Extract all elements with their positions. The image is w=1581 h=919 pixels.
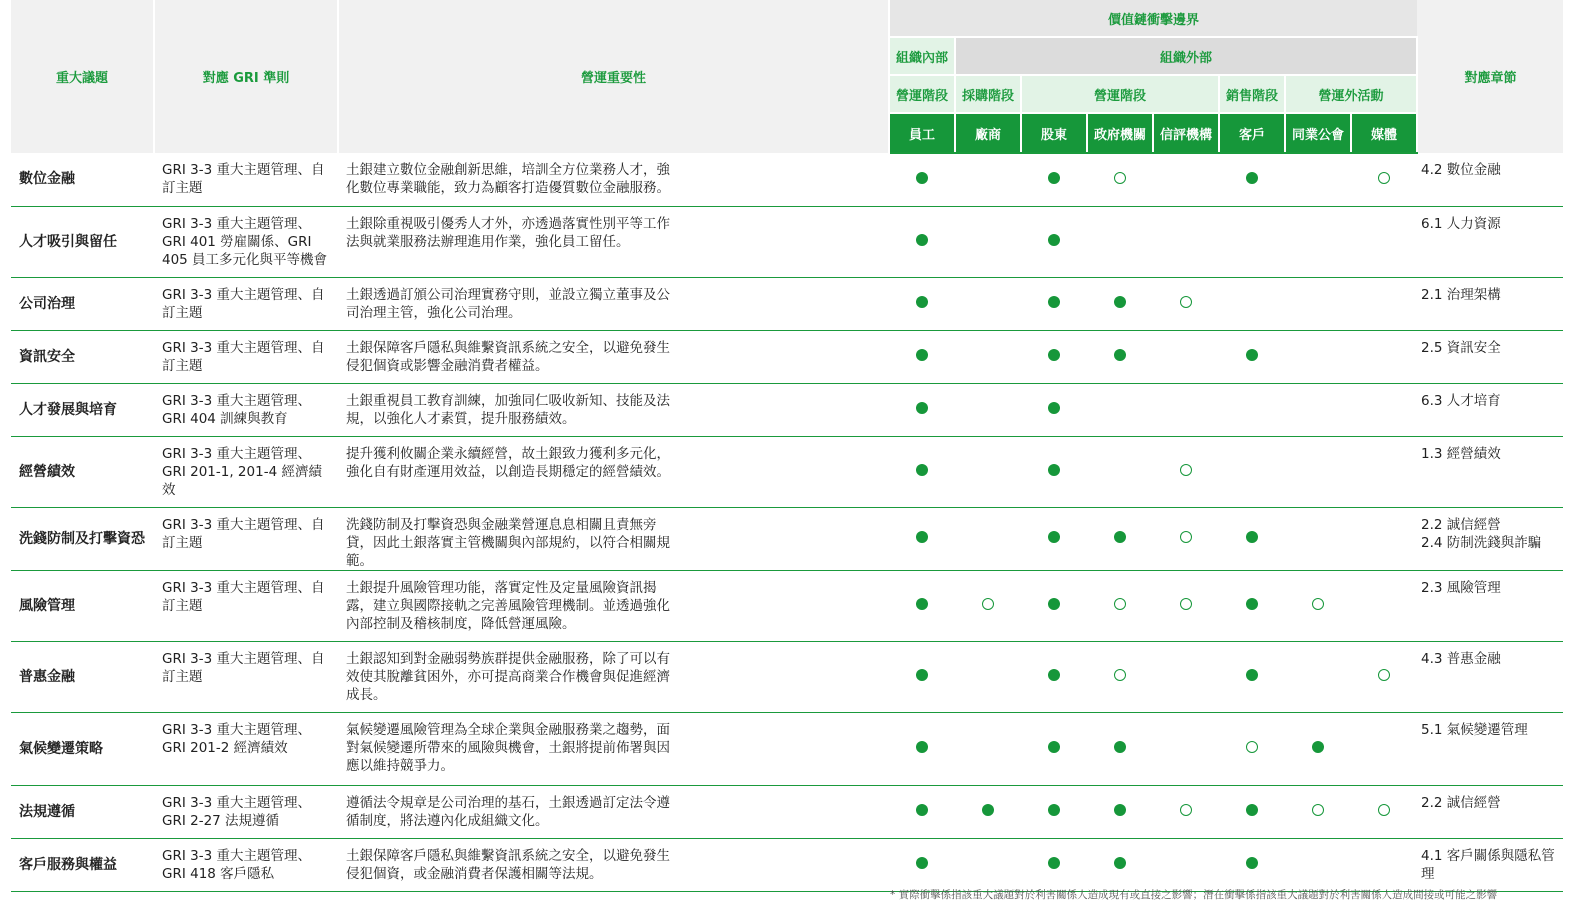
row-importance: 提升獲利攸關企業永續經營，故土銀致力獲利多元化，強化自有財產運用效益，以創造長期穩定的經營績效。 [338,436,889,507]
actual-impact-dot [1048,172,1060,184]
row-gri: GRI 3-3 重大主題管理、GRI 404 訓練與教育 [154,383,338,436]
row-mark-cell [1153,838,1219,891]
materiality-table-wrapper [11,0,1563,892]
row-gri: GRI 3-3 重大主題管理、GRI 2-27 法規遵循 [154,785,338,838]
row-importance: 土銀透過訂頒公司治理實務守則，並設立獨立董事及公司治理主管，強化公司治理。 [338,277,889,330]
row-mark-cell [1087,153,1153,206]
table-row [11,641,1563,712]
table-row [11,206,1563,277]
row-mark-cell [955,641,1021,712]
row-mark-cell [1351,277,1417,330]
row-chapter [1417,153,1563,206]
chapter-reference: 6.1 人力資源 [1421,215,1501,232]
row-mark-cell [889,641,955,712]
row-mark-cell [1219,277,1285,330]
row-mark-cell [889,383,955,436]
potential-impact-circle [1114,669,1126,681]
table-row [11,153,1563,206]
actual-impact-dot [1048,741,1060,753]
row-mark-cell [1351,641,1417,712]
header-stakeholder-vendor: 廠商 [955,113,1021,153]
potential-impact-circle [1180,296,1192,308]
row-mark-cell [1285,838,1351,891]
potential-impact-circle [1180,804,1192,816]
actual-impact-dot [1048,857,1060,869]
row-importance: 土銀除重視吸引優秀人才外，亦透過落實性別平等工作法與就業服務法辦理進用作業，強化員工留任。 [338,206,889,277]
row-mark-cell [1219,570,1285,641]
row-mark-cell [889,712,955,785]
row-gri: GRI 3-3 重大主題管理、自訂主題 [154,641,338,712]
row-mark-cell [1351,785,1417,838]
row-mark-cell [1351,570,1417,641]
header-chapter: 對應章節 [1417,0,1563,153]
actual-impact-dot [916,598,928,610]
row-chapter [1417,712,1563,785]
potential-impact-circle [1378,804,1390,816]
row-topic: 資訊安全 [11,330,154,383]
row-mark-cell [1285,153,1351,206]
row-chapter [1417,570,1563,641]
row-importance: 氣候變遷風險管理為全球企業與金融服務業之趨勢，面對氣候變遷所帶來的風險與機會，土銀將提前佈署與因應以維持競爭力。 [338,712,889,785]
row-gri: GRI 3-3 重大主題管理、自訂主題 [154,330,338,383]
materiality-table [11,0,1563,892]
row-importance: 遵循法令規章是公司治理的基石，土銀透過訂定法令遵循制度，將法遵內化成組織文化。 [338,785,889,838]
row-mark-cell [1021,153,1087,206]
footnote: * 實際衝擊係指該重大議題對於利害關係人造成現有或直接之影響；潛在衝擊係指該重大議題對於利害關係人造成間接或可能之影響 [890,889,1498,901]
chapter-reference: 2.2 誠信經營 [1421,794,1501,811]
row-mark-cell [1087,277,1153,330]
chapter-reference: 2.1 治理架構 [1421,286,1501,303]
header-stakeholder-rating-agency: 信評機構 [1153,113,1219,153]
potential-impact-circle [1180,598,1192,610]
row-importance: 洗錢防制及打擊資恐與金融業營運息息相關且責無旁貸，因此土銀落實主管機關與內部規約，以符合相關規範。 [338,507,889,570]
row-mark-cell [1153,712,1219,785]
actual-impact-dot [1048,234,1060,246]
row-topic: 法規遵循 [11,785,154,838]
row-topic: 數位金融 [11,153,154,206]
row-gri: GRI 3-3 重大主題管理、GRI 201-2 經濟績效 [154,712,338,785]
row-mark-cell [889,277,955,330]
row-gri: GRI 3-3 重大主題管理、GRI 401 勞雇關係、GRI 405 員工多元化與平等機會 [154,206,338,277]
chapter-reference: 5.1 氣候變遷管理 [1421,721,1528,738]
actual-impact-dot [1048,669,1060,681]
row-mark-cell [1219,785,1285,838]
row-topic: 人才發展與培育 [11,383,154,436]
row-importance: 土銀建立數位金融創新思維，培訓全方位業務人才，強化數位專業職能，致力為顧客打造優質數位金融服務。 [338,153,889,206]
row-mark-cell [1351,507,1417,570]
table-row [11,838,1563,891]
potential-impact-circle [1114,172,1126,184]
row-mark-cell [1351,436,1417,507]
header-stakeholder-customer: 客戶 [1219,113,1285,153]
actual-impact-dot [1114,296,1126,308]
row-mark-cell [1285,383,1351,436]
header-stage-operation: 營運階段 [1021,75,1219,113]
row-mark-cell [1153,570,1219,641]
header-stage-procurement: 採購階段 [955,75,1021,113]
table-row [11,436,1563,507]
chapter-reference: 2.5 資訊安全 [1421,339,1501,356]
actual-impact-dot [1312,741,1324,753]
row-mark-cell [889,570,955,641]
row-mark-cell [1087,507,1153,570]
row-mark-cell [1021,507,1087,570]
row-mark-cell [1219,330,1285,383]
row-mark-cell [1219,641,1285,712]
row-mark-cell [889,838,955,891]
row-mark-cell [955,712,1021,785]
row-mark-cell [1351,838,1417,891]
row-mark-cell [889,153,955,206]
row-mark-cell [1087,570,1153,641]
potential-impact-circle [1246,741,1258,753]
row-importance: 土銀重視員工教育訓練，加強同仁吸收新知、技能及法規，以強化人才素質，提升服務績效。 [338,383,889,436]
row-mark-cell [1021,383,1087,436]
row-mark-cell [1087,383,1153,436]
actual-impact-dot [916,402,928,414]
header-external: 組織外部 [955,37,1417,75]
header-stage-sales: 銷售階段 [1219,75,1285,113]
potential-impact-circle [982,598,994,610]
row-mark-cell [1219,383,1285,436]
row-importance: 土銀提升風險管理功能，落實定性及定量風險資訊揭露，建立與國際接軌之完善風險管理機制。並透過強化內部控制及稽核制度，降低營運風險。 [338,570,889,641]
row-mark-cell [1285,785,1351,838]
chapter-reference: 1.3 經營績效 [1421,445,1501,462]
row-topic: 公司治理 [11,277,154,330]
chapter-reference: 6.3 人才培育 [1421,392,1501,409]
actual-impact-dot [916,669,928,681]
actual-impact-dot [1246,804,1258,816]
row-mark-cell [1351,330,1417,383]
row-mark-cell [955,277,1021,330]
row-mark-cell [1087,330,1153,383]
table-body [11,153,1563,891]
actual-impact-dot [916,349,928,361]
actual-impact-dot [1114,349,1126,361]
row-mark-cell [1153,383,1219,436]
actual-impact-dot [982,804,994,816]
row-mark-cell [1351,206,1417,277]
row-mark-cell [1021,206,1087,277]
row-mark-cell [1351,153,1417,206]
row-mark-cell [889,507,955,570]
row-mark-cell [1153,507,1219,570]
row-topic: 客戶服務與權益 [11,838,154,891]
row-mark-cell [955,838,1021,891]
actual-impact-dot [1048,349,1060,361]
header-stage-outside: 營運外活動 [1285,75,1417,113]
row-mark-cell [1285,436,1351,507]
header-stage-operation-internal: 營運階段 [889,75,955,113]
row-gri: GRI 3-3 重大主題管理、自訂主題 [154,507,338,570]
header-stakeholder-shareholder: 股東 [1021,113,1087,153]
header-stakeholder-government: 政府機關 [1087,113,1153,153]
actual-impact-dot [1246,531,1258,543]
row-mark-cell [889,330,955,383]
row-mark-cell [889,785,955,838]
row-chapter [1417,436,1563,507]
row-mark-cell [1285,641,1351,712]
row-mark-cell [1021,641,1087,712]
row-mark-cell [1087,712,1153,785]
row-mark-cell [1285,507,1351,570]
row-mark-cell [1021,277,1087,330]
row-mark-cell [955,507,1021,570]
row-mark-cell [1351,383,1417,436]
row-chapter [1417,785,1563,838]
actual-impact-dot [1048,598,1060,610]
header-stakeholder-employee: 員工 [889,113,955,153]
row-mark-cell [955,153,1021,206]
row-mark-cell [1153,436,1219,507]
row-mark-cell [1021,785,1087,838]
actual-impact-dot [1114,804,1126,816]
row-mark-cell [1021,712,1087,785]
chapter-reference: 4.1 客戶關係與隱私管理 [1421,847,1555,882]
actual-impact-dot [1048,531,1060,543]
actual-impact-dot [1246,669,1258,681]
row-mark-cell [1021,330,1087,383]
actual-impact-dot [916,234,928,246]
row-chapter [1417,383,1563,436]
row-mark-cell [1087,206,1153,277]
chapter-reference: 2.4 防制洗錢與詐騙 [1421,534,1542,551]
row-importance: 土銀保障客戶隱私與維繫資訊系統之安全，以避免發生侵犯個資，或金融消費者保護相關等法規。 [338,838,889,891]
actual-impact-dot [1246,598,1258,610]
actual-impact-dot [916,857,928,869]
potential-impact-circle [1114,598,1126,610]
row-mark-cell [1219,153,1285,206]
row-mark-cell [1285,570,1351,641]
row-topic: 洗錢防制及打擊資恐 [11,507,154,570]
row-mark-cell [955,206,1021,277]
row-chapter [1417,206,1563,277]
row-mark-cell [1087,641,1153,712]
row-topic: 普惠金融 [11,641,154,712]
actual-impact-dot [1246,172,1258,184]
actual-impact-dot [1048,296,1060,308]
actual-impact-dot [1246,857,1258,869]
row-topic: 人才吸引與留任 [11,206,154,277]
row-mark-cell [955,570,1021,641]
chapter-reference: 4.3 普惠金融 [1421,650,1501,667]
row-mark-cell [1219,507,1285,570]
row-gri: GRI 3-3 重大主題管理、自訂主題 [154,153,338,206]
row-mark-cell [1219,712,1285,785]
actual-impact-dot [1048,402,1060,414]
potential-impact-circle [1312,598,1324,610]
actual-impact-dot [1114,857,1126,869]
actual-impact-dot [916,172,928,184]
row-mark-cell [1285,277,1351,330]
table-row [11,570,1563,641]
row-mark-cell [1021,838,1087,891]
table-row [11,785,1563,838]
row-importance: 土銀保障客戶隱私與維繫資訊系統之安全，以避免發生侵犯個資或影響金融消費者權益。 [338,330,889,383]
header-stakeholder-association: 同業公會 [1285,113,1351,153]
actual-impact-dot [1114,741,1126,753]
row-mark-cell [1153,330,1219,383]
potential-impact-circle [1180,531,1192,543]
row-mark-cell [1087,785,1153,838]
row-mark-cell [889,206,955,277]
row-chapter [1417,507,1563,570]
actual-impact-dot [916,531,928,543]
row-mark-cell [1285,206,1351,277]
potential-impact-circle [1312,804,1324,816]
row-chapter [1417,330,1563,383]
table-row [11,383,1563,436]
row-mark-cell [1219,206,1285,277]
header-stakeholder-media: 媒體 [1351,113,1417,153]
header-value-chain: 價值鏈衝擊邊界 [889,0,1417,37]
row-mark-cell [955,436,1021,507]
row-mark-cell [1153,277,1219,330]
actual-impact-dot [916,296,928,308]
row-mark-cell [1021,570,1087,641]
row-gri: GRI 3-3 重大主題管理、自訂主題 [154,277,338,330]
row-gri: GRI 3-3 重大主題管理、GRI 418 客戶隱私 [154,838,338,891]
row-mark-cell [1219,838,1285,891]
actual-impact-dot [916,804,928,816]
row-gri: GRI 3-3 重大主題管理、GRI 201-1, 201-4 經濟績效 [154,436,338,507]
chapter-reference: 2.2 誠信經營 [1421,516,1501,533]
row-importance: 土銀認知到對金融弱勢族群提供金融服務，除了可以有效使其脫離貧困外，亦可提高商業合作機會與促進經濟成長。 [338,641,889,712]
row-mark-cell [889,436,955,507]
potential-impact-circle [1378,669,1390,681]
row-topic: 氣候變遷策略 [11,712,154,785]
row-mark-cell [955,785,1021,838]
row-mark-cell [1153,641,1219,712]
actual-impact-dot [1246,349,1258,361]
row-mark-cell [1153,785,1219,838]
row-mark-cell [955,330,1021,383]
row-mark-cell [1351,712,1417,785]
actual-impact-dot [916,464,928,476]
row-mark-cell [1021,436,1087,507]
actual-impact-dot [1048,464,1060,476]
row-chapter [1417,641,1563,712]
row-mark-cell [1285,330,1351,383]
table-row [11,277,1563,330]
row-mark-cell [1153,153,1219,206]
potential-impact-circle [1378,172,1390,184]
row-mark-cell [955,383,1021,436]
table-row [11,507,1563,570]
chapter-reference: 2.3 風險管理 [1421,579,1501,596]
row-gri: GRI 3-3 重大主題管理、自訂主題 [154,570,338,641]
row-topic: 風險管理 [11,570,154,641]
table-row [11,712,1563,785]
actual-impact-dot [1048,804,1060,816]
table-row [11,330,1563,383]
header-internal: 組織內部 [889,37,955,75]
row-mark-cell [1087,838,1153,891]
row-chapter [1417,838,1563,891]
row-mark-cell [1087,436,1153,507]
potential-impact-circle [1180,464,1192,476]
table-header [11,0,1563,153]
chapter-reference: 4.2 數位金融 [1421,162,1501,178]
actual-impact-dot [1114,531,1126,543]
header-importance: 營運重要性 [338,0,889,153]
row-mark-cell [1285,712,1351,785]
row-topic: 經營績效 [11,436,154,507]
actual-impact-dot [916,741,928,753]
row-chapter [1417,277,1563,330]
row-mark-cell [1153,206,1219,277]
header-topic: 重大議題 [11,0,154,153]
row-mark-cell [1219,436,1285,507]
header-gri: 對應 GRI 準則 [154,0,338,153]
